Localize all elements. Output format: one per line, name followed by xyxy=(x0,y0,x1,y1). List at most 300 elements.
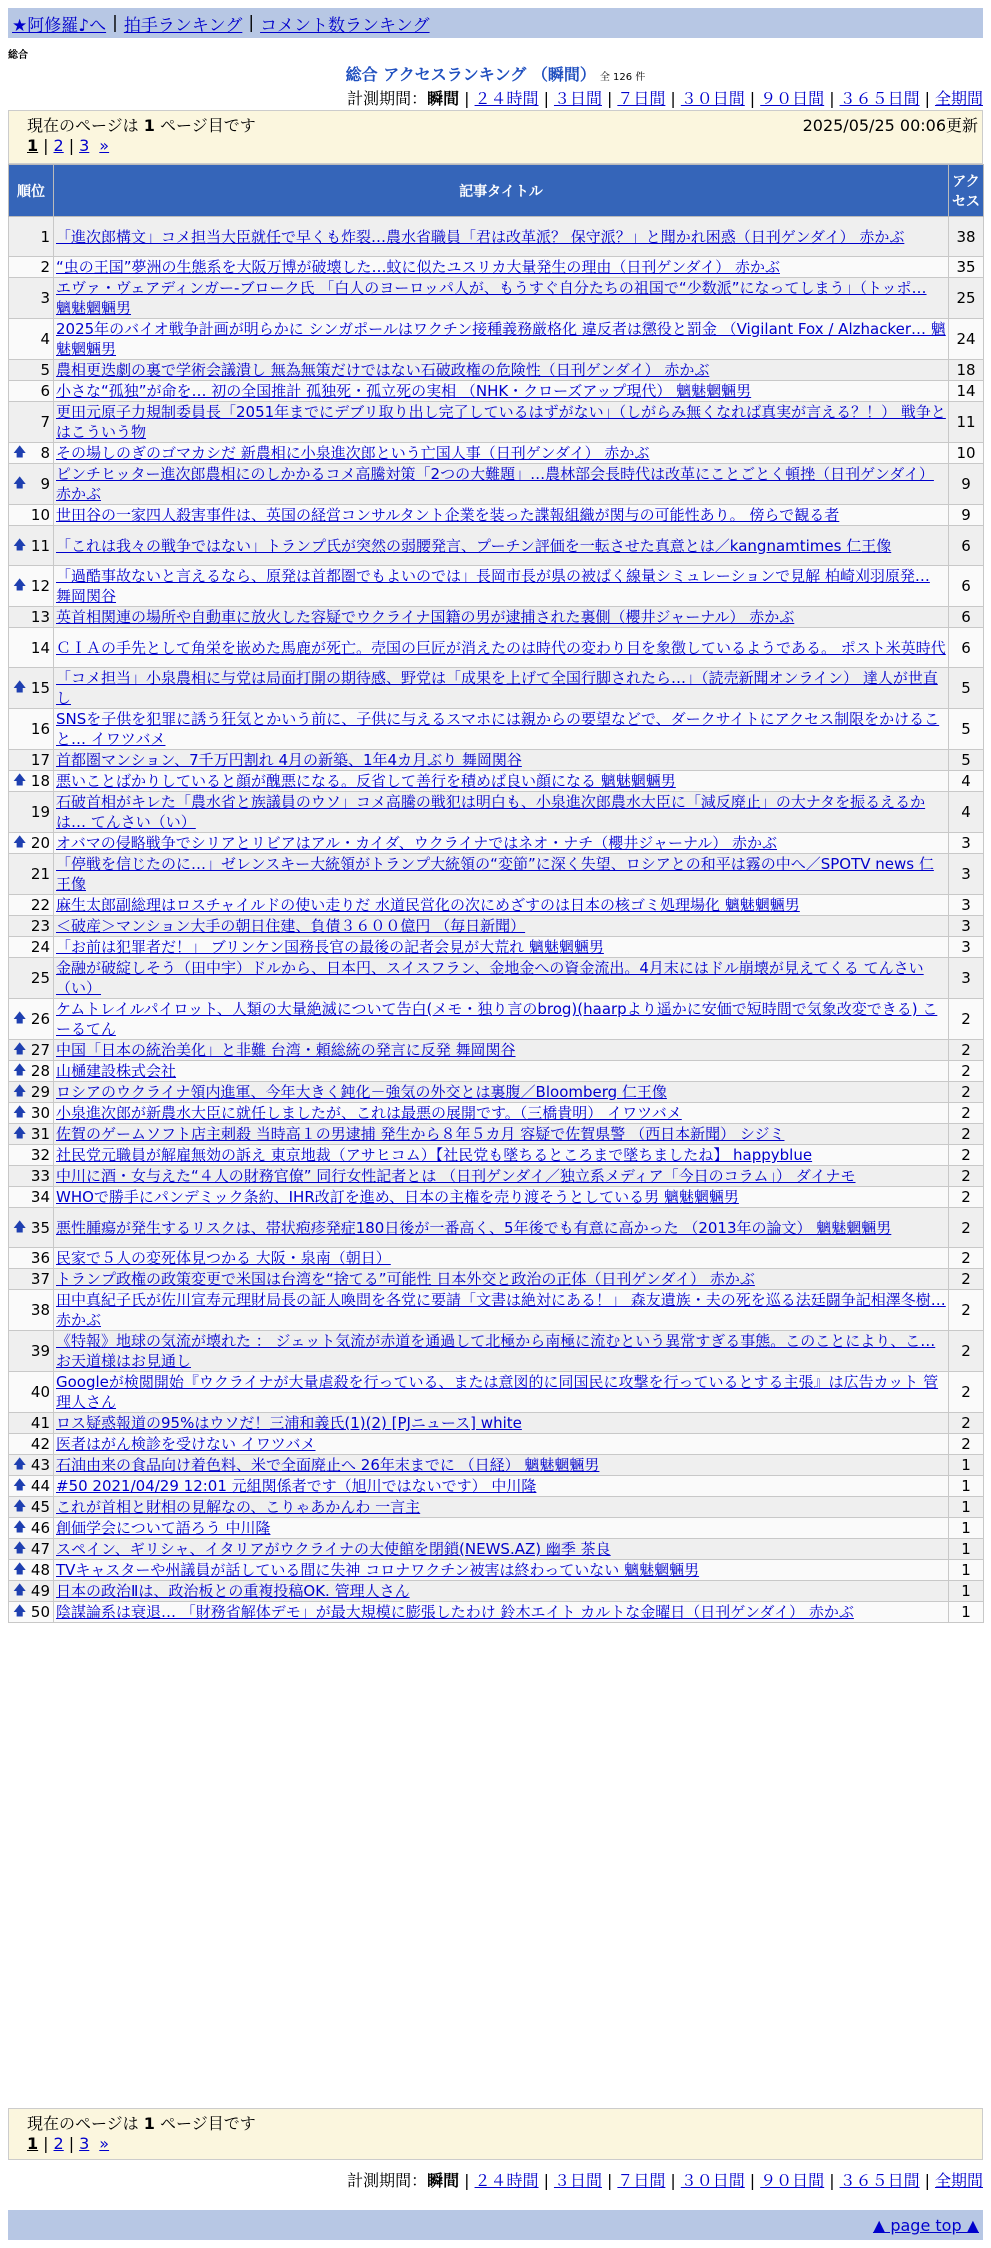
table-row xyxy=(9,1248,984,1269)
ranking-title: 総合 アクセスランキング （瞬間） xyxy=(345,65,596,84)
table-row xyxy=(9,833,984,854)
rank-cell xyxy=(9,1476,54,1497)
article-link[interactable]: 民家で５人の変死体見つかる 大阪・泉南（朝日） xyxy=(56,1249,391,1267)
period-current: 瞬間 xyxy=(427,2171,460,2190)
article-link[interactable]: その場しのぎのゴマカシだ 新農相に小泉進次郎という亡国人事（日刊ゲンダイ） 赤かぶ xyxy=(56,444,650,462)
pagination: 1 | 2 | 3 » xyxy=(27,2134,110,2153)
access-count: 4 xyxy=(949,792,984,833)
table-row xyxy=(9,628,984,668)
rank-cell xyxy=(9,1082,54,1103)
home-link[interactable]: ★阿修羅♪へ xyxy=(12,15,107,36)
title-cell xyxy=(54,607,949,628)
access-count: 2 xyxy=(949,1372,984,1413)
title-cell xyxy=(54,1166,949,1187)
period-30d[interactable]: ３０日間 xyxy=(680,89,745,108)
access-count: 6 xyxy=(949,628,984,668)
rank-number: 46 xyxy=(30,1519,50,1537)
ranking-table xyxy=(8,164,984,1623)
access-count: 2 xyxy=(949,1187,984,1208)
table-row xyxy=(9,937,984,958)
period-30d[interactable]: ３０日間 xyxy=(680,2171,745,2190)
rank-number: 33 xyxy=(30,1167,50,1185)
article-link[interactable]: 陰謀論系は衰退… 「財務省解体デモ」が最大規模に膨張したわけ 鈴木エイト カルトな金曜日（日刊ゲンダイ） 赤かぶ xyxy=(56,1603,854,1621)
rank-cell xyxy=(9,443,54,464)
article-link[interactable]: 「進次郎構文」コメ担当大臣就任で早くも炸裂…農水省職員「君は改革派？ 保守派？」と聞かれ困惑（日刊ゲンダイ） 赤かぶ xyxy=(56,227,905,246)
title-cell xyxy=(54,916,949,937)
rank-cell xyxy=(9,464,54,505)
arrow-up-icon: 🡅 xyxy=(13,1562,27,1577)
article-link[interactable]: ロシアのウクライナ領内進軍、今年大きく鈍化－強気の外交とは裏腹／Bloomberg 仁王像 xyxy=(56,1083,667,1101)
rank-cell xyxy=(9,792,54,833)
nav-separator: | xyxy=(112,13,118,33)
page-2-link[interactable]: 2 xyxy=(53,136,64,155)
table-row xyxy=(9,1497,984,1518)
article-link[interactable]: 佐賀のゲームソフト店主刺殺 当時高１の男逮捕 発生から８年５カ月 容疑で佐賀県警 （西日本新聞） シジミ xyxy=(56,1125,785,1143)
access-count: 2 xyxy=(949,1413,984,1434)
rank-cell xyxy=(9,1497,54,1518)
table-row xyxy=(9,257,984,278)
rank-cell xyxy=(9,958,54,999)
title-cell xyxy=(54,443,949,464)
rank-cell xyxy=(9,257,54,278)
article-link[interactable]: SNSを子供を犯罪に誘う狂気とかいう前に、子供に与えるスマホには親からの要望などで、ダークサイトにアクセス制限をかけること… イワツバメ xyxy=(56,710,940,748)
access-count: 2 xyxy=(949,1290,984,1331)
arrow-up-icon: 🡅 xyxy=(13,680,27,695)
article-link[interactable]: 英首相関連の場所や自動車に放火した容疑でウクライナ国籍の男が逮捕された裏側（櫻井ジャーナル） 赤かぶ xyxy=(56,608,795,626)
title-cell xyxy=(54,1476,949,1497)
rank-number: 41 xyxy=(30,1414,50,1432)
updated-time: 2025/05/25 00:06更新 xyxy=(802,116,978,135)
footer-bar xyxy=(8,2210,983,2240)
current-page-text: 現在のページは 1 ページ目です xyxy=(27,2114,256,2133)
page-info-bottom xyxy=(8,2108,983,2160)
article-link[interactable]: 《特報》地球の気流が壊れた ： ジェット気流が赤道を通過して北極から南極に流むという異常すぎる事態。このことにより、こ… お天道様はお見通し xyxy=(56,1332,936,1370)
period-90d[interactable]: ９０日間 xyxy=(760,2171,825,2190)
article-link[interactable]: 悪性腫瘍が発生するリスクは、帯状疱疹発症180日後が一番高く、5年後でも有意に高かった （2013年の論文） 魑魅魍魎男 xyxy=(56,1218,892,1237)
article-link[interactable]: 首都圏マンション、7千万円割れ 4月の新築、1年4カ月ぶり 舞岡関谷 xyxy=(56,751,522,769)
rank-number: 49 xyxy=(30,1582,50,1600)
access-count: 2 xyxy=(949,1124,984,1145)
article-link[interactable]: エヴァ・ヴェアディンガー-ブローク氏 「白人のヨーロッパ人が、もうすぐ自分たちの祖国で“少数派”になってしまう」（トッポ… 魑魅魍魎男 xyxy=(56,279,927,317)
article-link[interactable]: 中川に酒・女与えた“４人の財務官僚” 同行女性記者とは （日刊ゲンダイ／独立系メディア「今日のコラム」） ダイナモ xyxy=(56,1167,856,1185)
rank-number: 45 xyxy=(30,1498,50,1516)
title-cell xyxy=(54,360,949,381)
article-link[interactable]: 世田谷の一家四人殺害事件は、英国の経営コンサルタント企業を装った諜報組織が関与の可能性あり。 傍らで観る者 xyxy=(56,506,840,524)
rank-number: 48 xyxy=(30,1561,50,1579)
table-row xyxy=(9,668,984,709)
title-cell xyxy=(54,771,949,792)
table-row xyxy=(9,1581,984,1602)
rank-number: 23 xyxy=(30,917,50,935)
table-row xyxy=(9,1103,984,1124)
arrow-up-icon: 🡅 xyxy=(13,1042,27,1057)
rank-cell xyxy=(9,1040,54,1061)
period-24h[interactable]: ２４時間 xyxy=(474,2171,539,2190)
title-cell xyxy=(54,319,949,360)
table-row xyxy=(9,278,984,319)
period-24h[interactable]: ２４時間 xyxy=(474,89,539,108)
table-row xyxy=(9,1560,984,1581)
access-count: 2 xyxy=(949,1208,984,1248)
table-row xyxy=(9,999,984,1040)
page-3-link[interactable]: 3 xyxy=(79,2134,90,2153)
rank-cell xyxy=(9,771,54,792)
title-cell xyxy=(54,1248,949,1269)
access-count: 3 xyxy=(949,958,984,999)
article-link[interactable]: 小さな“孤独”が命を… 初の全国推計 孤独死・孤立死の実相 （NHK・クローズアップ現代） 魑魅魍魎男 xyxy=(56,382,752,400)
title-cell xyxy=(54,1145,949,1166)
title-cell xyxy=(54,1290,949,1331)
rank-cell xyxy=(9,278,54,319)
access-count: 9 xyxy=(949,505,984,526)
rank-cell xyxy=(9,1166,54,1187)
table-row xyxy=(9,1082,984,1103)
article-link[interactable]: オバマの侵略戦争でシリアとリビアはアル・カイダ、ウクライナではネオ・ナチ（櫻井ジャーナル） 赤かぶ xyxy=(56,834,778,852)
rank-number: 8 xyxy=(40,444,50,462)
page-1-current: 1 xyxy=(27,2134,39,2153)
rank-cell xyxy=(9,505,54,526)
rank-cell xyxy=(9,1518,54,1539)
rank-number: 2 xyxy=(40,258,50,276)
article-link[interactable]: TVキャスターや州議員が話している間に失神 コロナワクチン被害は終わっていない 魑魅魍魎男 xyxy=(56,1561,700,1579)
article-link[interactable]: 石破首相がキレた「農水省と族議員のウソ」コメ高騰の戦犯は明白も、小泉進次郎農水大臣に「減反廃止」の大ナタを振るえるかは… てんさい（い） xyxy=(56,793,926,831)
access-count: 2 xyxy=(949,1166,984,1187)
rank-cell xyxy=(9,1208,54,1248)
period-365d[interactable]: ３６５日間 xyxy=(839,2171,920,2190)
rank-number: 11 xyxy=(30,536,50,555)
article-link[interactable]: 金融が破綻しそう（田中宇）ドルから、日本円、スイスフラン、金地金への資金流出。4月末にはドル崩壊が見えてくる てんさい（い） xyxy=(56,959,924,997)
article-link[interactable]: 悪いことばかりしていると顔が醜悪になる。反省して善行を積めば良い顔になる 魑魅魍魎男 xyxy=(56,772,676,790)
rank-cell xyxy=(9,916,54,937)
category-label: 総合 xyxy=(8,50,28,61)
title-cell xyxy=(54,566,949,607)
period-7d[interactable]: ７日間 xyxy=(617,2171,666,2190)
article-link[interactable]: トランプ政権の政策変更で米国は台湾を“捨てる”可能性 日本外交と政治の正体（日刊ゲンダイ） 赤かぶ xyxy=(56,1270,755,1288)
article-link[interactable]: これが首相と財相の見解なの、こりゃあかんわ 一言主 xyxy=(56,1498,421,1516)
access-count: 5 xyxy=(949,709,984,750)
rank-cell xyxy=(9,1145,54,1166)
article-link[interactable]: ＣＩＡの手先として角栄を嵌めた馬鹿が死亡。売国の巨匠が消えたのは時代の変わり目を象徴しているようである。 ポスト米英時代 xyxy=(56,638,946,657)
title-cell xyxy=(54,1208,949,1248)
next-page-link[interactable]: » xyxy=(99,136,110,155)
rank-number: 24 xyxy=(30,938,50,956)
period-7d[interactable]: ７日間 xyxy=(617,89,666,108)
access-count: 3 xyxy=(949,937,984,958)
access-count: 3 xyxy=(949,895,984,916)
access-count: 6 xyxy=(949,607,984,628)
ranking-body xyxy=(9,217,984,1623)
rank-number: 14 xyxy=(30,638,50,657)
table-row xyxy=(9,1269,984,1290)
article-link[interactable]: 日本の政治Ⅱは、政治板との重複投稿OK. 管理人さん xyxy=(56,1582,410,1600)
article-link[interactable]: 2025年のバイオ戦争計画が明らかに シンガポールはワクチン接種義務厳格化 違反者は懲役と罰金 （Vigilant Fox / Alzhacker… 魑魅魍魎男 xyxy=(56,320,946,358)
access-count: 11 xyxy=(949,402,984,443)
rank-cell xyxy=(9,895,54,916)
arrow-up-icon: 🡅 xyxy=(13,1541,27,1556)
page-3-link[interactable]: 3 xyxy=(79,136,90,155)
title-cell xyxy=(54,1103,949,1124)
article-link[interactable]: 「過酷事故ないと言えるなら、原発は首都圏でもよいのでは」長岡市長が県の被ばく線量シミュレーションで見解 柏崎刈羽原発… 舞岡関谷 xyxy=(56,567,930,605)
title-cell xyxy=(54,1560,949,1581)
top-nav-bar xyxy=(8,8,983,38)
rank-cell xyxy=(9,1413,54,1434)
table-row xyxy=(9,792,984,833)
title-cell xyxy=(54,1581,949,1602)
table-row xyxy=(9,1455,984,1476)
rank-number: 20 xyxy=(30,834,50,852)
rank-cell xyxy=(9,1539,54,1560)
article-link[interactable]: 「これは我々の戦争ではない」トランプ氏が突然の弱腰発言、プーチン評価を一転させた真意とは／kangnamtimes 仁王像 xyxy=(56,536,892,555)
rank-number: 40 xyxy=(30,1383,50,1401)
access-count: 2 xyxy=(949,1103,984,1124)
rank-cell xyxy=(9,1061,54,1082)
rank-number: 37 xyxy=(30,1270,50,1288)
access-count: 3 xyxy=(949,833,984,854)
title-cell xyxy=(54,999,949,1040)
rank-cell xyxy=(9,526,54,566)
rank-cell xyxy=(9,381,54,402)
arrow-up-icon: 🡅 xyxy=(13,537,27,553)
table-row xyxy=(9,1372,984,1413)
rank-number: 50 xyxy=(30,1603,50,1621)
rank-cell xyxy=(9,628,54,668)
period-3d[interactable]: ３日間 xyxy=(553,2171,602,2190)
rank-cell xyxy=(9,1103,54,1124)
table-row xyxy=(9,360,984,381)
rank-cell xyxy=(9,566,54,607)
table-row xyxy=(9,566,984,607)
article-link[interactable]: “虫の王国”夢洲の生態系を大阪万博が破壊した…蚊に似たユスリカ大量発生の理由（日刊ゲンダイ） 赤かぶ xyxy=(56,258,780,276)
rank-number: 9 xyxy=(40,475,50,493)
rank-number: 10 xyxy=(30,506,50,524)
article-link[interactable]: 中国「日本の統治美化」と非難 台湾・頼総統の発言に反発 舞岡関谷 xyxy=(56,1041,516,1059)
title-cell xyxy=(54,1372,949,1413)
access-count: 14 xyxy=(949,381,984,402)
article-link[interactable]: 山樋建設株式会社 xyxy=(56,1062,177,1080)
access-count: 3 xyxy=(949,854,984,895)
rank-cell xyxy=(9,319,54,360)
rank-cell xyxy=(9,1124,54,1145)
table-row xyxy=(9,1061,984,1082)
title-cell xyxy=(54,1040,949,1061)
access-count: 2 xyxy=(949,999,984,1040)
next-page-link[interactable]: » xyxy=(99,2134,110,2153)
article-link[interactable]: #50 2021/04/29 12:01 元組関係者です（旭川ではないです） 中川隆 xyxy=(56,1477,537,1495)
access-count: 2 xyxy=(949,1145,984,1166)
period-label: 計測期間： xyxy=(347,89,428,108)
period-all[interactable]: 全期間 xyxy=(934,2171,983,2190)
arrow-up-icon: 🡅 xyxy=(13,1499,27,1514)
rank-cell xyxy=(9,402,54,443)
access-count: 4 xyxy=(949,771,984,792)
rank-cell xyxy=(9,1331,54,1372)
title-cell xyxy=(54,1434,949,1455)
page-title xyxy=(0,62,991,85)
article-link[interactable]: 医者はがん検診を受けない イワツバメ xyxy=(56,1435,316,1453)
rank-cell xyxy=(9,709,54,750)
title-cell xyxy=(54,1187,949,1208)
rank-cell xyxy=(9,360,54,381)
access-count: 2 xyxy=(949,1269,984,1290)
article-link[interactable]: ＜破産＞マンション大手の朝日住建、負債３６００億円 （毎日新聞） xyxy=(56,917,526,935)
rank-number: 6 xyxy=(40,382,50,400)
title-cell xyxy=(54,1082,949,1103)
title-cell xyxy=(54,1455,949,1476)
article-link[interactable]: ロス疑惑報道の95%はウソだ！三浦和義氏(1)(2) [PJニュース] white xyxy=(56,1414,522,1432)
arrow-up-icon: 🡅 xyxy=(13,1219,27,1235)
title-cell xyxy=(54,1539,949,1560)
rank-number: 7 xyxy=(40,413,50,431)
rank-cell xyxy=(9,1269,54,1290)
article-link[interactable]: 石油由来の食品向け着色料、米で全面廃止へ 26年末までに （日経） 魑魅魍魎男 xyxy=(56,1456,600,1474)
article-link[interactable]: 社民党元職員が解雇無効の訴え 東京地裁（アサヒコム）【社民党も墜ちるところまで墜ちましたね】 happyblue xyxy=(56,1146,813,1164)
rank-number: 18 xyxy=(30,772,50,790)
article-link[interactable]: ピンチヒッター進次郎農相にのしかかるコメ高騰対策「2つの大難題」…農林部会長時代は改革にことごとく頓挫（日刊ゲンダイ） 赤かぶ xyxy=(56,465,934,503)
article-link[interactable]: 田中真紀子氏が佐川宣寿元理財局長の証人喚問を各党に要請「文書は絶対にある！」 森友遺族・夫の死を巡る法廷闘争記相澤冬樹… 赤かぶ xyxy=(56,1291,946,1329)
access-count: 1 xyxy=(949,1560,984,1581)
arrow-up-icon: 🡅 xyxy=(13,578,27,593)
title-cell xyxy=(54,217,949,257)
arrow-up-icon: 🡅 xyxy=(13,1583,27,1598)
access-count: 1 xyxy=(949,1602,984,1623)
period-3d[interactable]: ３日間 xyxy=(553,89,602,108)
title-cell xyxy=(54,278,949,319)
arrow-up-icon: 🡅 xyxy=(13,1520,27,1535)
rank-number: 12 xyxy=(30,577,50,595)
title-cell xyxy=(54,402,949,443)
rank-number: 44 xyxy=(30,1477,50,1495)
rank-number: 32 xyxy=(30,1146,50,1164)
table-row xyxy=(9,1602,984,1623)
table-row xyxy=(9,464,984,505)
rank-cell xyxy=(9,1372,54,1413)
arrow-up-icon: 🡅 xyxy=(13,773,27,788)
title-cell xyxy=(54,792,949,833)
access-count: 35 xyxy=(949,257,984,278)
clap-ranking-link[interactable]: 拍手ランキング xyxy=(123,15,243,36)
access-count: 6 xyxy=(949,526,984,566)
rank-number: 28 xyxy=(30,1062,50,1080)
access-count: 25 xyxy=(949,278,984,319)
rank-cell xyxy=(9,217,54,257)
rank-cell xyxy=(9,1187,54,1208)
article-link[interactable]: 「お前は犯罪者だ！」 ブリンケン国務長官の最後の記者会見が大荒れ 魑魅魍魎男 xyxy=(56,938,604,956)
article-link[interactable]: 更田元原子力規制委員長「2051年までにデブリ取り出し完了しているはずがない」（しがらみ無くなれば真実が言える？！） 戦争とはこういう物 xyxy=(56,403,946,441)
article-link[interactable]: ケムトレイルパイロット、人類の大量絶滅について告白(メモ・独り言のbrog)(haarpより遥かに安価で短時間で気象改変できる) こーるてん xyxy=(56,1000,938,1038)
access-count: 1 xyxy=(949,1518,984,1539)
period-365d[interactable]: ３６５日間 xyxy=(839,89,920,108)
rank-number: 16 xyxy=(30,720,50,738)
title-cell xyxy=(54,1124,949,1145)
arrow-up-icon: 🡅 xyxy=(13,445,27,460)
rank-cell xyxy=(9,668,54,709)
period-all[interactable]: 全期間 xyxy=(934,89,983,108)
nav-separator: | xyxy=(248,13,255,33)
article-link[interactable]: WHOで勝手にパンデミック条約、IHR改訂を進め、日本の主権を売り渡そうとしている男 魑魅魍魎男 xyxy=(56,1188,739,1206)
rank-cell xyxy=(9,999,54,1040)
access-count: 1 xyxy=(949,1539,984,1560)
table-row xyxy=(9,1539,984,1560)
table-row xyxy=(9,895,984,916)
arrow-up-icon: 🡅 xyxy=(13,1457,27,1472)
article-link[interactable]: Googleが検閲開始『ウクライナが大量虐殺を行っている、または意図的に同国民に攻撃を行っているとする主張』は広告カット 管理人さん xyxy=(56,1373,939,1411)
rank-cell xyxy=(9,1602,54,1623)
access-count: 3 xyxy=(949,916,984,937)
table-row xyxy=(9,526,984,566)
table-row xyxy=(9,771,984,792)
page-top-link[interactable]: ▲ page top ▲ xyxy=(872,2216,979,2235)
title-cell xyxy=(54,1061,949,1082)
article-link[interactable]: 「停戦を信じたのに…」ゼレンスキー大統領がトランプ大統領の“変節”に深く失望、ロシアとの和平は霧の中へ／SPOTV news 仁王像 xyxy=(56,855,934,893)
title-cell xyxy=(54,833,949,854)
table-row xyxy=(9,750,984,771)
arrow-up-icon: 🡅 xyxy=(13,1011,27,1026)
rank-cell xyxy=(9,1248,54,1269)
table-row xyxy=(9,1518,984,1539)
title-cell xyxy=(54,750,949,771)
access-count: 5 xyxy=(949,668,984,709)
article-link[interactable]: 小泉進次郎が新農水大臣に就任しましたが、これは最悪の展開です。（三橋貴明） イワツバメ xyxy=(56,1104,682,1122)
arrow-up-icon: 🡅 xyxy=(13,835,27,850)
title-cell xyxy=(54,1331,949,1372)
access-header: アクセス xyxy=(949,165,984,217)
arrow-up-icon: 🡅 xyxy=(13,1105,27,1120)
rank-number: 5 xyxy=(40,361,50,379)
arrow-up-icon: 🡅 xyxy=(13,1604,27,1619)
period-label: 計測期間： xyxy=(347,2171,428,2190)
table-row xyxy=(9,505,984,526)
page-info-top xyxy=(8,110,983,164)
article-link[interactable]: 創価学会について語ろう 中川隆 xyxy=(56,1519,271,1537)
table-row xyxy=(9,1124,984,1145)
rank-number: 43 xyxy=(30,1456,50,1474)
access-count: 6 xyxy=(949,566,984,607)
title-cell xyxy=(54,505,949,526)
table-row xyxy=(9,1434,984,1455)
rank-cell xyxy=(9,750,54,771)
table-row xyxy=(9,1476,984,1497)
period-90d[interactable]: ９０日間 xyxy=(760,89,825,108)
rank-number: 30 xyxy=(30,1104,50,1122)
access-count: 18 xyxy=(949,360,984,381)
article-link[interactable]: スペイン、ギリシャ、イタリアがウクライナの大使館を閉鎖(NEWS.AZ) 幽季 茶良 xyxy=(56,1540,611,1558)
pagination: 1 | 2 | 3 » xyxy=(27,136,110,155)
access-count: 2 xyxy=(949,1040,984,1061)
rank-number: 15 xyxy=(30,679,50,697)
table-row xyxy=(9,958,984,999)
title-cell xyxy=(54,464,949,505)
title-cell xyxy=(54,526,949,566)
title-cell xyxy=(54,381,949,402)
title-header: 記事タイトル xyxy=(54,165,949,217)
rank-cell xyxy=(9,854,54,895)
article-link[interactable]: 麻生太郎副総理はロスチャイルドの使い走りだ 水道民営化の次にめざすのは日本の核ゴミ処理場化 魑魅魍魎男 xyxy=(56,896,800,914)
title-cell xyxy=(54,668,949,709)
comment-ranking-link[interactable]: コメント数ランキング xyxy=(260,15,430,36)
rank-number: 39 xyxy=(30,1342,50,1360)
title-cell xyxy=(54,709,949,750)
table-row xyxy=(9,1290,984,1331)
table-row xyxy=(9,1187,984,1208)
article-link[interactable]: 「コメ担当」小泉農相に与党は局面打開の期待感、野党は「成果を上げて全国行脚されたら…」（読売新聞オンライン） 達人が世直し xyxy=(56,669,938,707)
page-2-link[interactable]: 2 xyxy=(53,2134,64,2153)
article-link[interactable]: 農相更迭劇の裏で学術会議潰し 無為無策だけではない石破政権の危険性（日刊ゲンダイ） 赤かぶ xyxy=(56,361,710,379)
table-row xyxy=(9,402,984,443)
arrow-up-icon: 🡅 xyxy=(13,1084,27,1099)
title-cell xyxy=(54,1269,949,1290)
access-count: 2 xyxy=(949,1061,984,1082)
access-count: 1 xyxy=(949,1581,984,1602)
